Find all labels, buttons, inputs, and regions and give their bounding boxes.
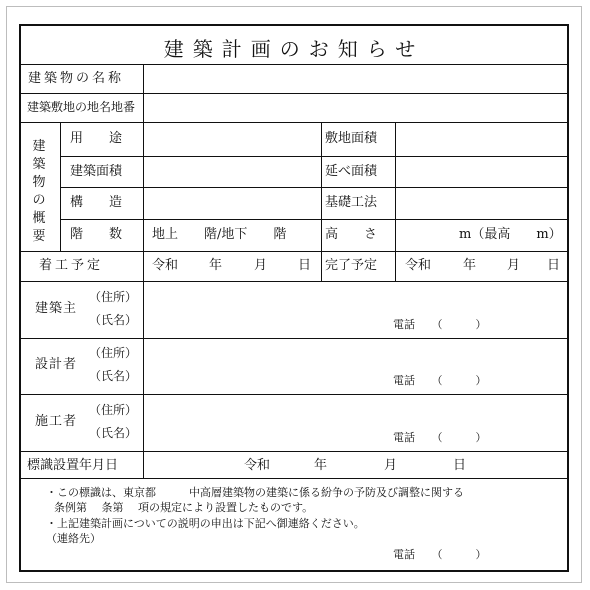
building-overview-label — [31, 138, 47, 246]
building-area-label: 建築面積 — [70, 164, 123, 179]
notice-title: 建築計画のお知らせ — [163, 37, 425, 61]
complete-year: 年 — [463, 258, 477, 273]
contact-phone: 電話 （ ） — [393, 548, 487, 561]
height-label: 高 さ — [325, 227, 378, 242]
complete-month: 月 — [507, 258, 521, 273]
designer-label: 設計者 — [35, 357, 78, 372]
constructor-phone: 電話 （ ） — [393, 431, 487, 444]
builder-phone: 電話 （ ） — [393, 318, 487, 331]
start-year: 年 — [209, 258, 223, 273]
builder-name-label: （氏名） — [89, 313, 138, 327]
start-day: 日 — [298, 258, 312, 273]
constructor-name-label: （氏名） — [89, 426, 138, 440]
start-month: 月 — [254, 258, 268, 273]
complete-label: 完了予定 — [325, 258, 378, 273]
designer-name-label: （氏名） — [89, 369, 138, 383]
overview-label-text: 建築物の概要 — [32, 139, 46, 244]
complete-day: 日 — [547, 258, 561, 273]
installed-day: 日 — [453, 458, 467, 473]
builder-label: 建築主 — [35, 301, 78, 316]
foundation-label: 基礎工法 — [325, 195, 378, 210]
installed-month: 月 — [384, 458, 398, 473]
floor-area-label: 延べ面積 — [325, 164, 378, 179]
floors-label: 階 数 — [70, 227, 123, 242]
building-name-label: 建築物の名称 — [28, 71, 125, 86]
notice-board — [19, 24, 569, 572]
designer-phone: 電話 （ ） — [393, 374, 487, 387]
installed-era: 令和 — [244, 458, 271, 473]
designer-address-label: （住所） — [89, 346, 138, 360]
constructor-label: 施工者 — [35, 414, 78, 429]
contact-label: （連絡先） — [46, 532, 101, 545]
note-line-1: ・この標識は、東京都 中高層建築物の建築に係る紛争の予防及び調整に関する — [46, 486, 464, 499]
installed-date-label: 標識設置年月日 — [27, 458, 119, 473]
site-address-label: 建築敷地の地名地番 — [27, 100, 136, 114]
start-label: 着工予定 — [39, 258, 104, 273]
site-area-label: 敷地面積 — [325, 131, 378, 146]
use-label: 用 途 — [70, 131, 123, 146]
note-line-3: ・上記建築計画についての説明の申出は下記へ御連絡ください。 — [46, 517, 365, 530]
note-line-2: 条例第 条第 項の規定により設置したものです。 — [54, 501, 314, 514]
floors-value: 地上 階/地下 階 — [152, 227, 287, 242]
start-era: 令和 — [152, 258, 179, 273]
complete-era: 令和 — [405, 258, 432, 273]
builder-address-label: （住所） — [89, 290, 138, 304]
constructor-address-label: （住所） — [89, 403, 138, 417]
structure-label: 構 造 — [70, 195, 123, 210]
height-value: m（最高 m） — [459, 227, 562, 242]
installed-year: 年 — [314, 458, 328, 473]
